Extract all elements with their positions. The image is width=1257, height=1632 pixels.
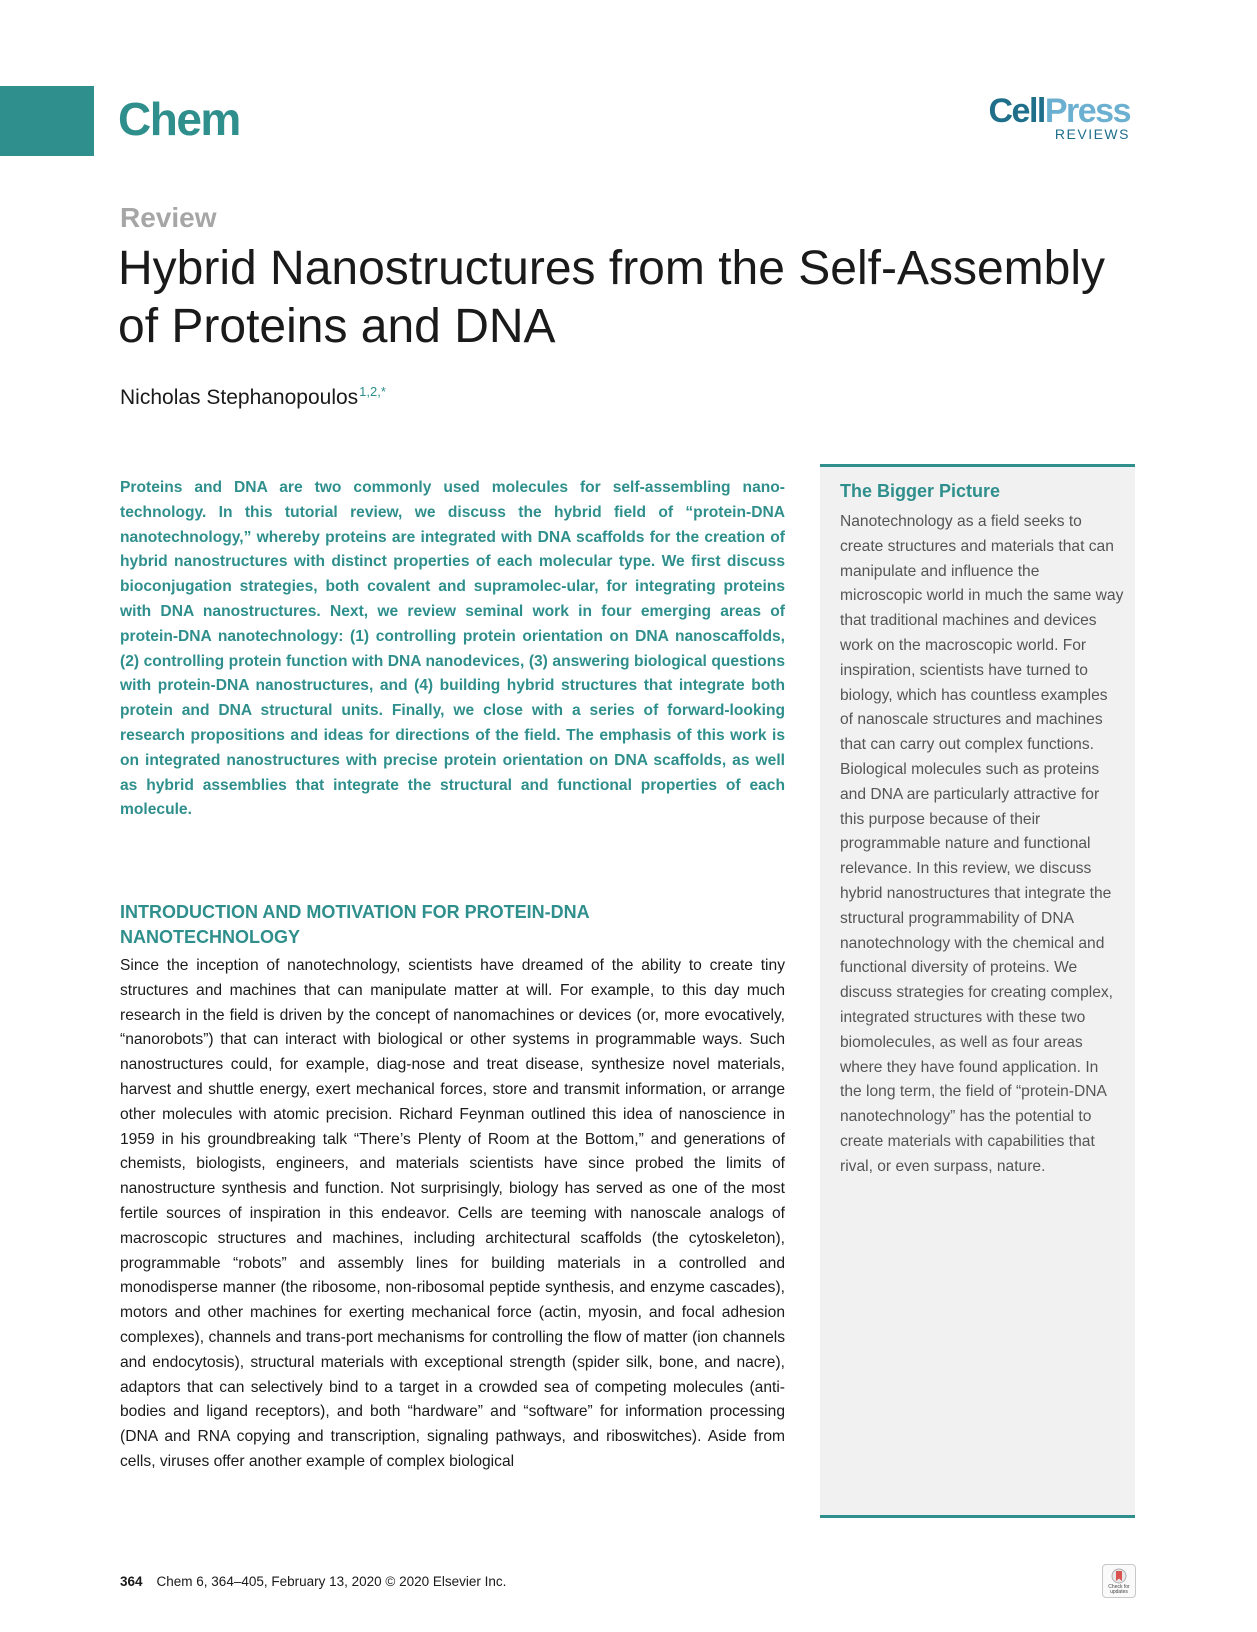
check-for-updates-badge[interactable] [1102,1564,1136,1598]
bigger-picture-box [820,464,1135,1518]
article-type: Review [120,202,217,233]
article-title: Hybrid Nanostructures from the Self-Assembly of Proteins and DNA [118,242,1105,353]
publisher-sub: REVIEWS [1054,126,1130,142]
publisher-logo-cell: Cell [988,92,1045,130]
author-affiliation-marks[interactable]: 1,2,* [359,384,386,399]
bigger-picture-title: The Bigger Picture [840,481,1001,501]
citation: Chem 6, 364–405, February 13, 2020 © 2020 Elsevier Inc. [156,1574,507,1589]
check-for-updates-label: Check for updates [1108,1584,1130,1595]
body-paragraph: Since the inception of nanotechnology, scientists have dreamed of the ability to create tiny structures and machines that can manipulate matter at will. For example, to this day much research in the field is driven by the concept of nanomachines or devices (or, more evocatively, “nanorobots”) that can interact with biological or other systems in programmable ways. Such nanostructures could, for example, diag-nose and treat disease, synthesize novel materials, harvest and shuttle energy, exert mechanical forces, store and transmit information, or arrange other molecules with atomic precision. Richard Feynman outlined this idea of nanoscience in 1959 in his groundbreaking talk “There’s Plenty of Room at the Bottom,” and generations of chemists, biologists, engineers, and materials scientists have since probed the limits of nanostructure synthesis and function. Not surprisingly, biology has served as one of the most fertile sources of inspiration in this endeavor. Cells are teeming with nanoscale analogs of macroscopic structures and machines, including architectural scaffolds (the cytoskeleton), programmable “robots” and assembly lines for building materials in a controlled and monodisperse manner (the ribosome, non-ribosomal peptide synthesis, and enzyme cascades), motors and other machines for exerting mechanical force (actin, myosin, and focal adhesion complexes), channels and trans-port mechanisms for controlling the flow of matter (ion channels and endocytosis), structural materials with exceptional strength (spider silk, bone, and nacre), adaptors that can selectively bind to a target in a crowded sea of competing molecules (anti-bodies and ligand receptors), and both “hardware” and “software” for information processing (DNA and RNA copying and transcription, signaling pathways, and riboswitches). Aside from cells, viruses offer another example of complex biological [120,957,785,1470]
publisher-logo-press: Press [1044,92,1130,130]
abstract: Proteins and DNA are two commonly used molecules for self-assembling nano-technology. In this tutorial review, we discuss the hybrid field of “protein-DNA nanotechnology,” whereby proteins are integrated with DNA scaffolds for the creation of hybrid nanostructures with distinct properties of each molecular type. We first discuss bioconjugation strategies, both covalent and supramolec-ular, for integrating proteins with DNA nanostructures. Next, we review seminal work in four emerging areas of protein-DNA nanotechnology: (1) controlling protein orientation on DNA nanoscaffolds, (2) controlling protein function with DNA nanodevices, (3) answering biological questions with protein-DNA nanostructures, and (4) building hybrid structures that integrate both protein and DNA structural units. Finally, we close with a series of forward-looking research propositions and ideas for directions of the field. The emphasis of this work is on integrated nanostructures with precise protein orientation on DNA scaffolds, as well as hybrid assemblies that integrate the structural and functional properties of each molecule. [120,479,785,819]
section-heading: INTRODUCTION AND MOTIVATION FOR PROTEIN-DNA NANOTECHNOLOGY [120,902,589,947]
journal-color-bar [0,86,94,156]
bigger-picture-text: Nanotechnology as a field seeks to create structures and materials that can manipulate and influence the microscopic world in much the same way that traditional machines and devices work on the macroscopic world. For inspiration, scientists have turned to biology, which has countless examples of nanoscale structures and machines that can carry out complex functions. Biological molecules such as proteins and DNA are particularly attractive for this purpose because of their programmable nature and functional relevance. In this review, we discuss hybrid nanostructures that integrate the structural programmability of DNA nanotechnology with the chemical and functional diversity of proteins. We discuss strategies for creating complex, integrated structures with these two biomolecules, as well as four areas where they have found application. In the long term, the field of “protein-DNA nanotechnology” has the potential to create materials with capabilities that rival, or even surpass, nature. [840,513,1124,1175]
bookmark-icon [1103,1566,1135,1586]
author-line [120,384,386,410]
author-name[interactable]: Nicholas Stephanopoulos [120,386,359,409]
publisher-logo-text [980,94,1130,128]
page-number: 364 [120,1574,143,1589]
publisher-logo[interactable] [980,94,1130,142]
journal-name: Chem [118,93,240,145]
page-footer [120,1574,506,1589]
